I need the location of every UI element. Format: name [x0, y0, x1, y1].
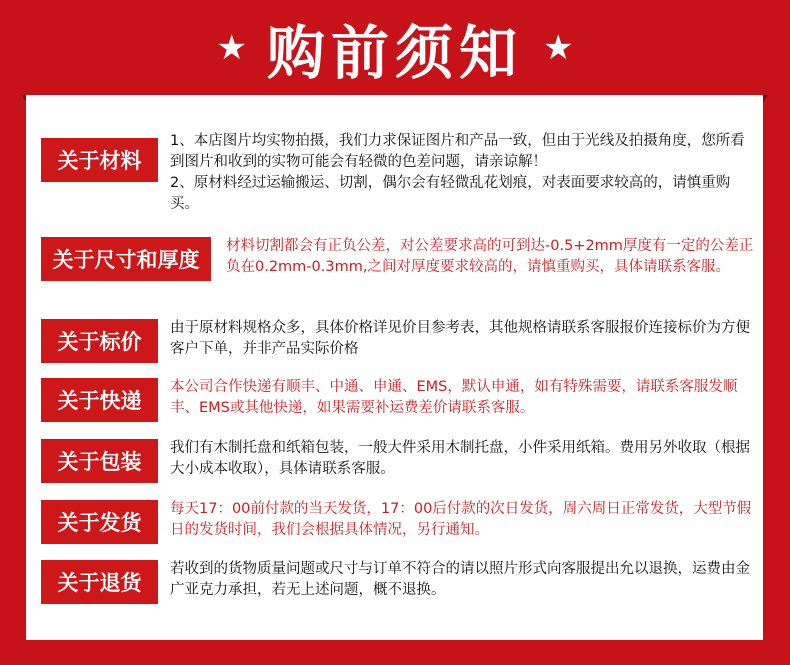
section-line: 2、原材料经过运输搬运、切割，偶尔会有轻微乱花划痕，对表面要求较高的，请慎重购买。	[170, 175, 731, 212]
section-label: 关于标价	[41, 319, 158, 363]
section-line: 1、本店图片均实物拍摄，我们力求保证图片和产品一致，但由于光线及拍摄角度，您所看到图片和收到的实物可能会有轻微的色差问题，请亲谅解！	[170, 133, 745, 170]
section-text	[170, 499, 757, 541]
section-pricing	[26, 316, 763, 366]
section-line: 由于原材料规格众多，具体价格详见价目参考表，其他规格请联系客服报价连接标价为方便客户下单，并非产品实际价格	[170, 320, 750, 357]
page-title: 购前须知	[266, 18, 523, 87]
section-courier	[26, 375, 763, 425]
section-label: 关于发货	[41, 500, 158, 544]
star-right-icon: ★	[543, 27, 574, 68]
section-line: 我们有木制托盘和纸箱包装，一般大件采用木制托盘，小件采用纸箱。费用另外收取（根据大小成本收取），具体请联系客服。	[170, 440, 750, 477]
title-bar	[0, 0, 790, 95]
section-returns	[26, 557, 763, 607]
section-label: 关于材料	[41, 138, 158, 182]
section-label: 关于快递	[41, 378, 158, 422]
section-label: 关于尺寸和厚度	[41, 237, 211, 281]
section-label: 关于退货	[41, 560, 158, 604]
section-line: 若收到的货物质量问题或尺寸与订单不符合的请以照片形式向客服提出允以退换，运费由金广亚克力承担，若无上述问题，概不退换。	[170, 561, 750, 598]
section-text	[226, 236, 757, 278]
section-line: 本公司合作快递有顺丰、中通、申通、EMS，默认申通，如有特殊需要，请联系客服发顺丰、EMS或其他快递，如果需要补运费差价请联系客服。	[170, 379, 738, 416]
section-size-thickness	[26, 234, 763, 304]
section-line: 每天17：00前付款的当天发货，17：00后付款的次日发货，周六周日正常发货，大型节假日的发货时间，我们会根据具体情况，另行通知。	[170, 501, 752, 538]
section-text	[170, 318, 757, 360]
section-text	[170, 559, 757, 601]
section-text	[170, 438, 757, 480]
section-materials	[26, 127, 763, 217]
section-label: 关于包装	[41, 439, 158, 483]
section-dispatch	[26, 497, 763, 547]
star-left-icon: ★	[216, 27, 247, 68]
section-line: 材料切割都会有正负公差，对公差要求高的可到达-0.5+2mm厚度有一定的公差正负在0.2mm-0.3mm,之间对厚度要求较高的，请慎重购买，具体请联系客服。	[226, 238, 754, 275]
section-text	[170, 131, 757, 215]
section-packaging	[26, 436, 763, 486]
section-text	[170, 377, 757, 419]
